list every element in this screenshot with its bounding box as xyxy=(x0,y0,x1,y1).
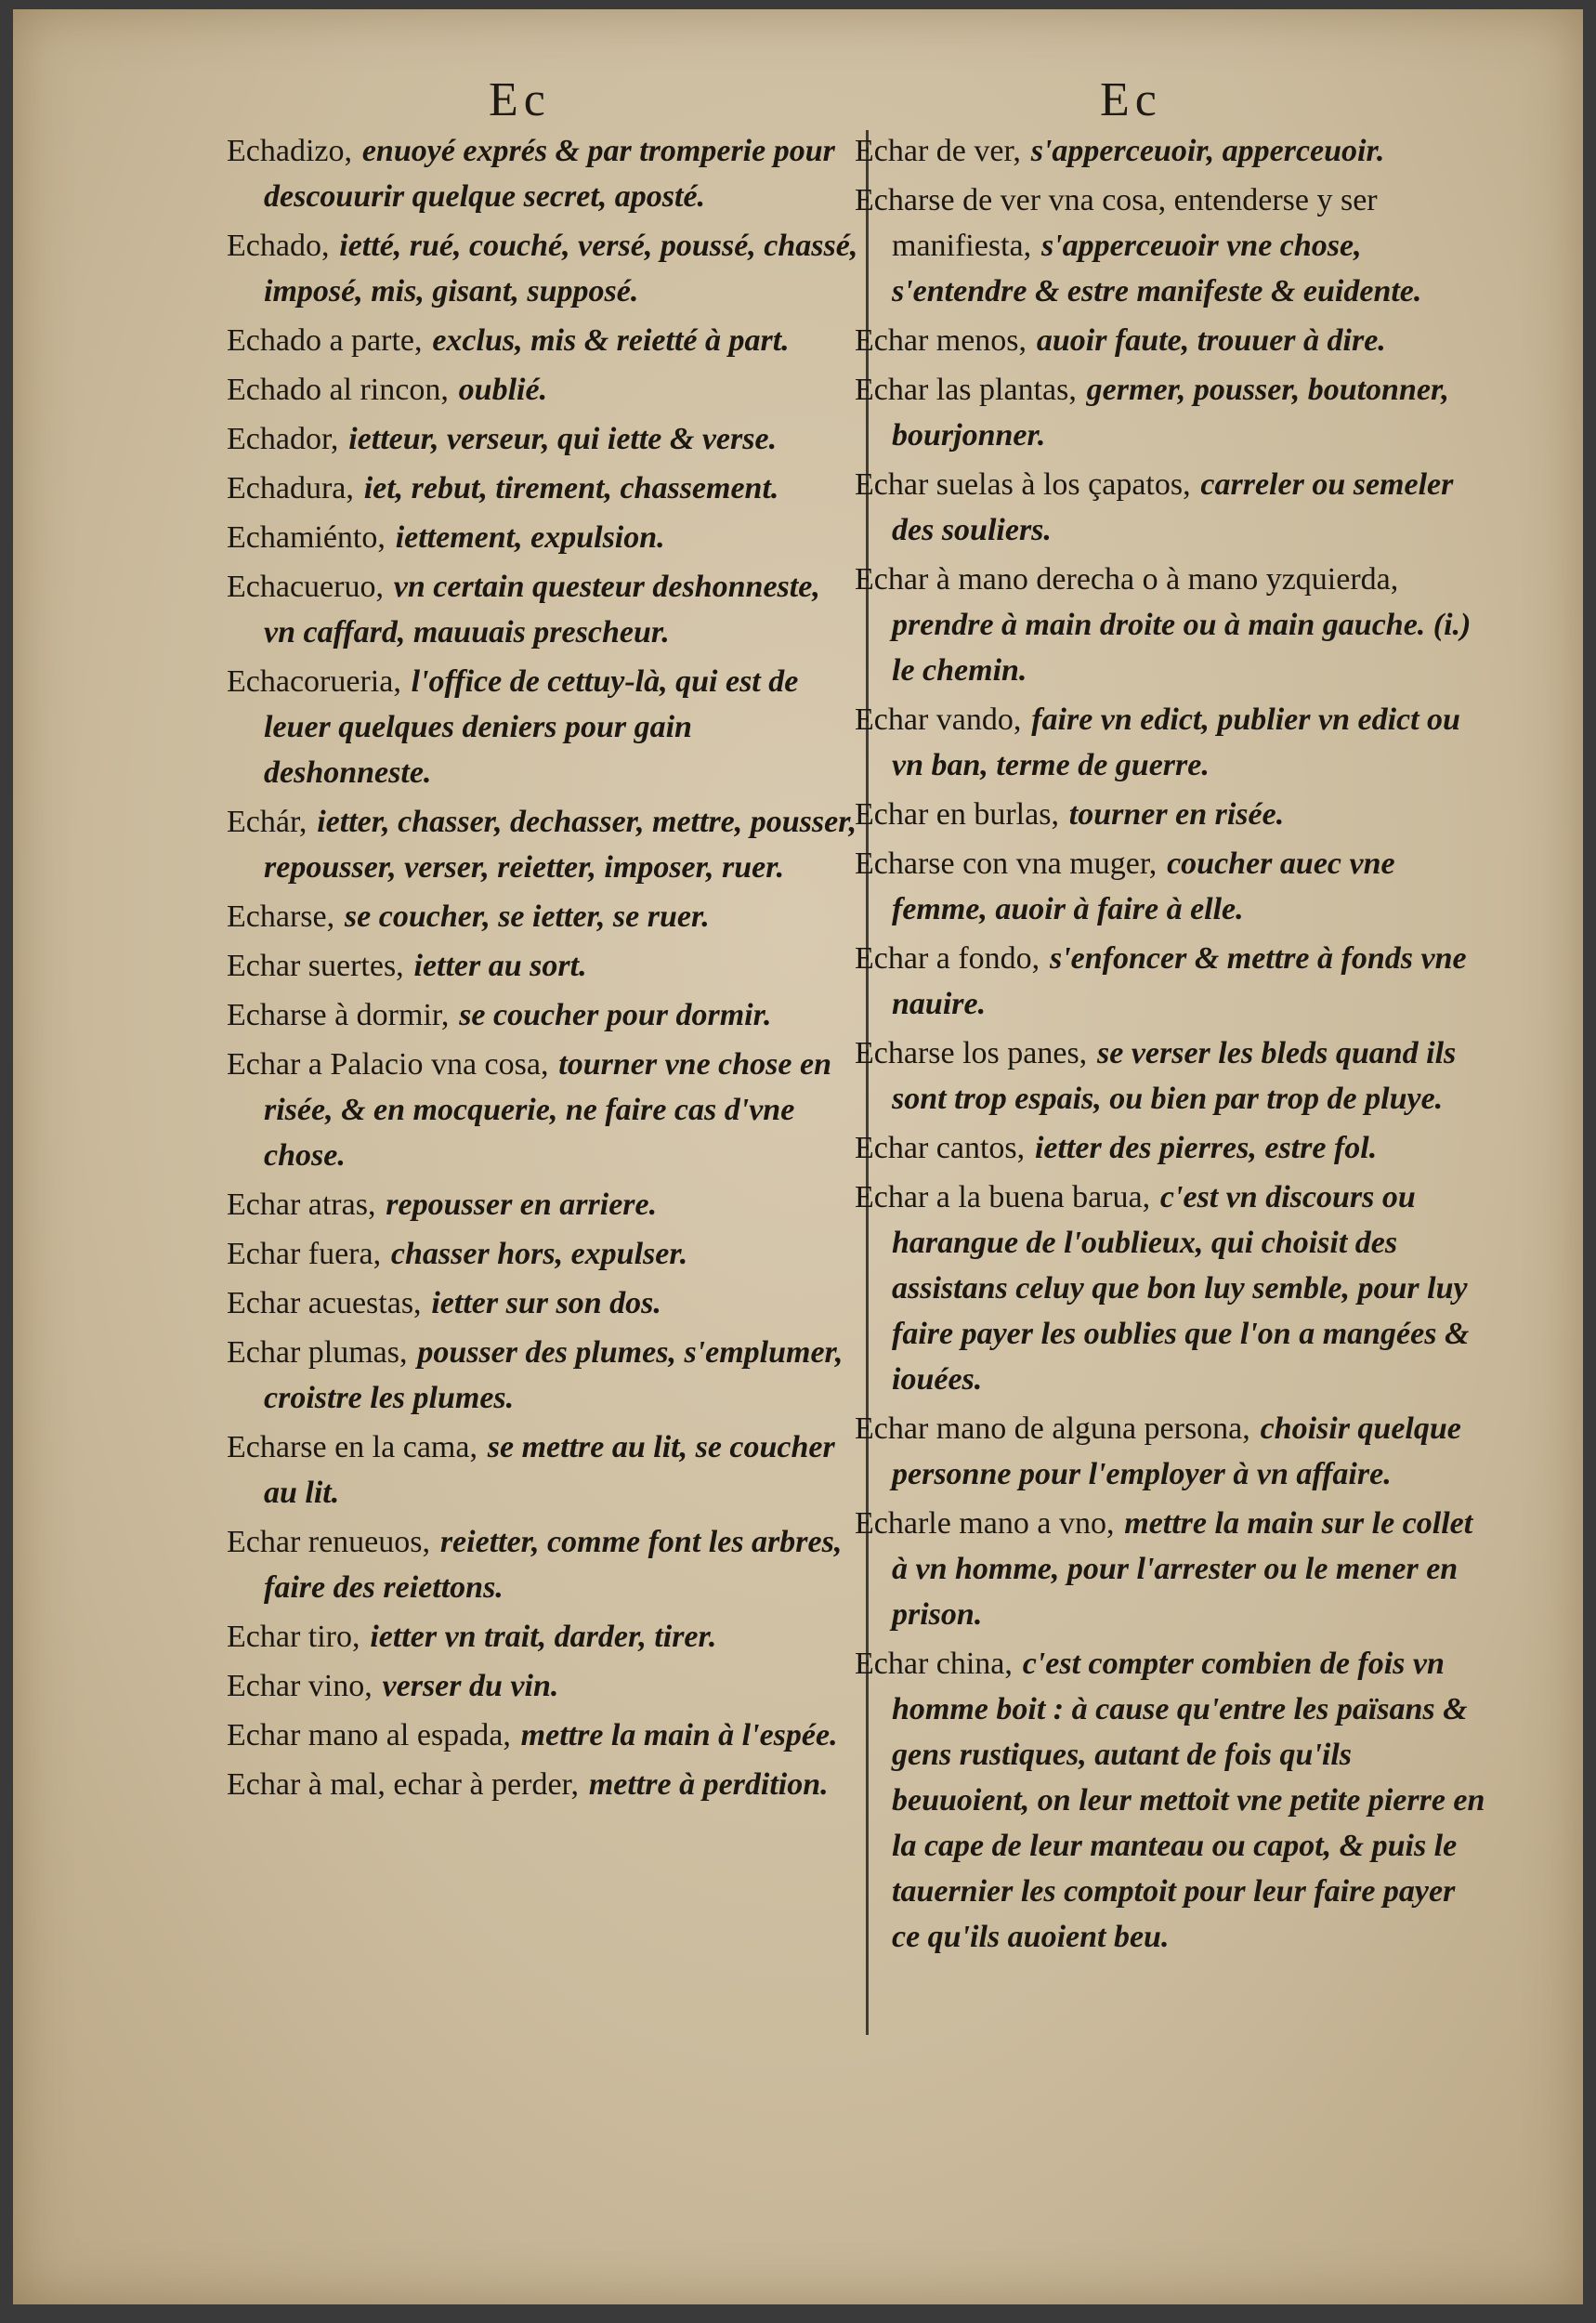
entry-translation: s'enfoncer & mettre à fonds vne nauire. xyxy=(892,941,1467,1021)
entry-translation: mettre la main sur le collet à vn homme, pour l'arrester ou le mener en prison. xyxy=(892,1506,1473,1632)
entry-translation: verser du vin. xyxy=(382,1669,559,1703)
entry-headword: Echar suelas à los çapatos, xyxy=(855,467,1191,502)
entry-translation: auoir faute, trouuer à dire. xyxy=(1036,323,1386,358)
entry-translation: choisir quelque personne pour l'employer à vn affaire. xyxy=(892,1411,1461,1491)
dictionary-entry xyxy=(855,462,1486,553)
entry-headword: Echacueruo, xyxy=(227,570,384,604)
dictionary-entry xyxy=(855,792,1486,837)
dictionary-entry xyxy=(227,799,858,890)
dictionary-entry xyxy=(855,841,1486,932)
dictionary-entry xyxy=(227,318,858,363)
dictionary-entry xyxy=(227,1713,858,1758)
entry-headword: Echadizo, xyxy=(227,134,352,168)
entry-translation: coucher auec vne femme, auoir à faire à elle. xyxy=(892,847,1395,926)
entry-headword: Echar à mano derecha o à mano yzquierda, xyxy=(855,562,1399,597)
entry-translation: faire vn edict, publier vn edict ou vn ban, terme de guerre. xyxy=(892,702,1460,782)
entry-translation: se verser les bleds quand ils sont trop espais, ou bien par trop de pluye. xyxy=(892,1036,1457,1116)
entry-headword: Echado a parte, xyxy=(227,323,423,358)
dictionary-entry xyxy=(227,894,858,939)
dictionary-entry xyxy=(227,128,858,219)
entry-translation: repousser en arriere. xyxy=(386,1188,658,1222)
entry-translation: enuoyé exprés & par tromperie pour descouurir quelque secret, aposté. xyxy=(264,134,835,214)
dictionary-entry xyxy=(855,1501,1486,1637)
entry-translation: l'office de cettuy-là, qui est de leuer quelques deniers pour gain deshonneste. xyxy=(264,664,799,790)
entry-headword: Echarle mano a vno, xyxy=(855,1506,1115,1541)
dictionary-entry xyxy=(227,1330,858,1421)
entry-translation: carreler ou semeler des souliers. xyxy=(892,467,1454,547)
entry-translation: reietter, comme font les arbres, faire des reiettons. xyxy=(264,1525,843,1605)
dictionary-entry xyxy=(227,992,858,1038)
dictionary-entry xyxy=(227,1663,858,1709)
left-column xyxy=(227,128,858,1811)
dictionary-entry xyxy=(227,367,858,413)
entry-headword: Echar vino, xyxy=(227,1669,373,1703)
dictionary-entry xyxy=(227,1280,858,1326)
dictionary-entry xyxy=(855,697,1486,788)
entry-translation: tourner en risée. xyxy=(1068,797,1285,832)
entry-translation: ietter sur son dos. xyxy=(431,1286,661,1320)
dictionary-entry xyxy=(855,1125,1486,1171)
entry-headword: Echar à mal, echar à perder, xyxy=(227,1767,579,1802)
entry-headword: Echar plumas, xyxy=(227,1335,408,1370)
dictionary-entry xyxy=(855,557,1486,693)
dictionary-entry xyxy=(855,367,1486,458)
entry-translation: ietter vn trait, darder, tirer. xyxy=(370,1620,717,1654)
entry-headword: Echar fuera, xyxy=(227,1237,382,1271)
dictionary-entry xyxy=(227,223,858,314)
entry-translation: ietté, rué, couché, versé, poussé, chassé, imposé, mis, gisant, supposé. xyxy=(264,229,858,308)
dictionary-entry xyxy=(227,416,858,462)
dictionary-entry xyxy=(855,936,1486,1027)
entry-headword: Echarse, xyxy=(227,899,335,934)
entry-translation: se coucher, se ietter, se ruer. xyxy=(344,899,710,934)
entry-translation: ietter, chasser, dechasser, mettre, pousser, repousser, verser, reietter, imposer, ruer. xyxy=(264,805,857,885)
entry-translation: ietter au sort. xyxy=(413,949,587,983)
dictionary-entry xyxy=(855,1030,1486,1122)
dictionary-entry xyxy=(227,515,858,560)
entry-headword: Echar de ver, xyxy=(855,134,1021,168)
entry-headword: Echar atras, xyxy=(227,1188,376,1222)
entry-headword: Echarse en la cama, xyxy=(227,1430,477,1464)
running-head-left: Ec xyxy=(489,73,551,126)
dictionary-entry xyxy=(855,1406,1486,1497)
dictionary-entry xyxy=(227,1182,858,1227)
dictionary-entry xyxy=(227,1424,858,1516)
entry-headword: Echar cantos, xyxy=(855,1131,1026,1165)
entry-headword: Echar tiro, xyxy=(227,1620,360,1654)
entry-headword: Echado al rincon, xyxy=(227,373,449,407)
entry-translation: mettre à perdition. xyxy=(588,1767,829,1802)
entry-translation: c'est vn discours ou harangue de l'oublieux, qui choisit des assistans celuy que bon luy semble, pour luy faire payer les oublies que l'on a mangées & iouées. xyxy=(892,1180,1470,1397)
dictionary-entry xyxy=(855,128,1486,174)
entry-translation: germer, pousser, boutonner, bourjonner. xyxy=(892,373,1449,453)
dictionary-entry xyxy=(227,943,858,989)
entry-translation: vn certain questeur deshonneste, vn caffard, mauuais prescheur. xyxy=(264,570,820,650)
entry-headword: Echar acuestas, xyxy=(227,1286,422,1320)
dictionary-entry xyxy=(227,659,858,795)
dictionary-entry xyxy=(855,177,1486,314)
entry-translation: tourner vne chose en risée, & en mocquerie, ne faire cas d'vne chose. xyxy=(264,1047,831,1173)
entry-headword: Echarse de ver vna cosa, entenderse y ser manifiesta, xyxy=(855,183,1378,263)
entry-translation: se mettre au lit, se coucher au lit. xyxy=(264,1430,835,1510)
entry-headword: Echar a Palacio vna cosa, xyxy=(227,1047,549,1082)
book-page xyxy=(13,9,1583,2304)
entry-headword: Echar suertes, xyxy=(227,949,404,983)
entry-translation: exclus, mis & reietté à part. xyxy=(432,323,790,358)
entry-headword: Echar a la buena barua, xyxy=(855,1180,1151,1214)
entry-headword: Echar mano al espada, xyxy=(227,1718,511,1752)
entry-headword: Echar en burlas, xyxy=(855,797,1059,832)
entry-translation: se coucher pour dormir. xyxy=(459,998,772,1032)
entry-translation: mettre la main à l'espée. xyxy=(520,1718,838,1752)
dictionary-entry xyxy=(227,1614,858,1660)
dictionary-entry xyxy=(227,1519,858,1610)
entry-headword: Echar renueuos, xyxy=(227,1525,431,1559)
entry-headword: Echarse los panes, xyxy=(855,1036,1088,1070)
dictionary-entry xyxy=(227,1042,858,1178)
entry-headword: Echar vando, xyxy=(855,702,1022,737)
entry-headword: Echar china, xyxy=(855,1647,1013,1681)
entry-translation: iet, rebut, tirement, chassement. xyxy=(363,471,779,505)
entry-translation: c'est compter combien de fois vn homme boit : à cause qu'entre les païsans & gens rustiques, autant de fois qu'ils beuuoient, on leur mettoit vne petite pierre en la cape de leur manteau ou capot, & puis le tauernier les comptoit pour leur faire payer ce qu'ils auoient beu. xyxy=(892,1647,1485,1954)
entry-headword: Echadura, xyxy=(227,471,354,505)
entry-headword: Echarse à dormir, xyxy=(227,998,450,1032)
right-column xyxy=(855,128,1486,1963)
entry-translation: oublié. xyxy=(458,373,548,407)
dictionary-entry xyxy=(227,564,858,655)
entry-translation: iettement, expulsion. xyxy=(395,520,665,555)
entry-headword: Echar a fondo, xyxy=(855,941,1040,976)
entry-headword: Echacorueria, xyxy=(227,664,401,699)
dictionary-entry xyxy=(855,1175,1486,1402)
dictionary-entry xyxy=(855,1641,1486,1960)
entry-translation: s'apperceuoir vne chose, s'entendre & estre manifeste & euidente. xyxy=(892,229,1422,308)
dictionary-entry xyxy=(227,1762,858,1807)
dictionary-entry xyxy=(855,318,1486,363)
entry-translation: prendre à main droite ou à main gauche. (i.) le chemin. xyxy=(892,608,1472,688)
entry-translation: chasser hors, expulser. xyxy=(390,1237,688,1271)
dictionary-entry xyxy=(227,1231,858,1277)
entry-headword: Echár, xyxy=(227,805,307,839)
entry-translation: ietteur, verseur, qui iette & verse. xyxy=(348,422,778,456)
entry-translation: pousser des plumes, s'emplumer, croistre les plumes. xyxy=(264,1335,844,1415)
running-head-right: Ec xyxy=(1100,73,1162,126)
entry-headword: Echamiénto, xyxy=(227,520,386,555)
entry-headword: Echador, xyxy=(227,422,339,456)
entry-headword: Echar mano de alguna persona, xyxy=(855,1411,1250,1446)
entry-headword: Echado, xyxy=(227,229,330,263)
dictionary-entry xyxy=(227,466,858,511)
entry-translation: ietter des pierres, estre fol. xyxy=(1034,1131,1378,1165)
entry-translation: s'apperceuoir, apperceuoir. xyxy=(1030,134,1385,168)
entry-headword: Echar menos, xyxy=(855,323,1027,358)
entry-headword: Echar las plantas, xyxy=(855,373,1077,407)
entry-headword: Echarse con vna muger, xyxy=(855,847,1158,881)
